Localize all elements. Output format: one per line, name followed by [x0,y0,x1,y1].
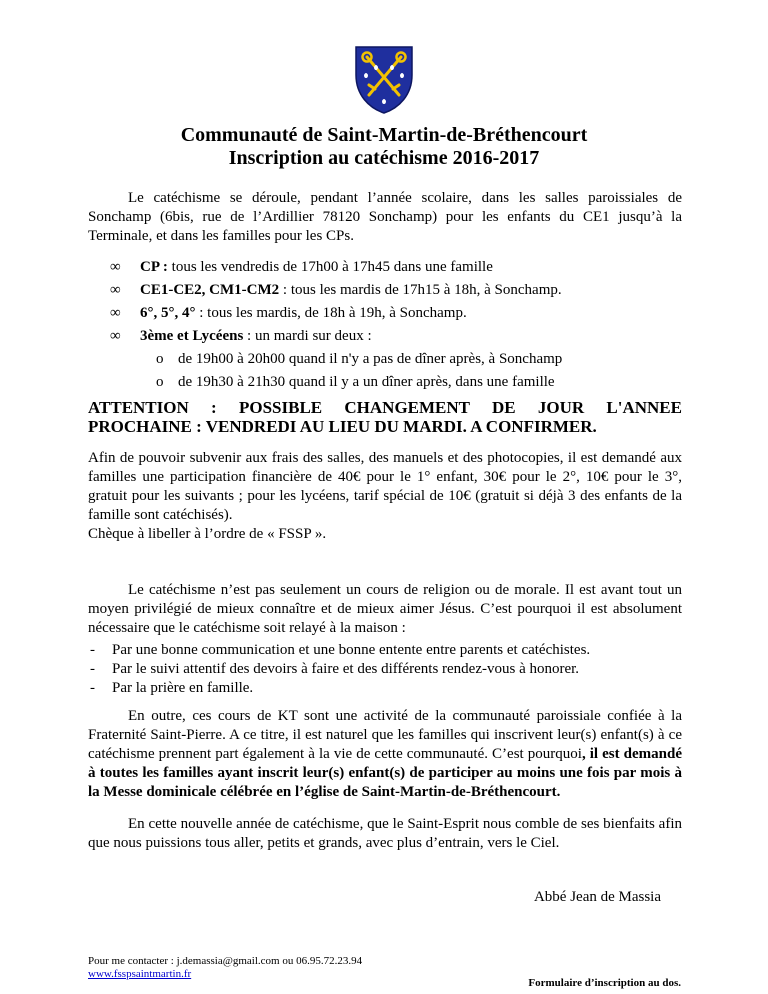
contact-block [88,955,362,981]
list-item: o de 19h00 à 20h00 quand il n'y a pas de dîner après, à Sonchamp [156,348,562,371]
contact-line: Pour me contacter : j.demassia@gmail.com ou 06.95.72.23.94 [88,955,363,967]
dash-bullet-icon: - [90,642,95,658]
bullet-icon: ∞ [110,282,121,298]
schedule-list [110,256,562,394]
fees-paragraph: Afin de pouvoir subvenir aux frais des salles, des manuels et des photocopies, il est demandé aux familles une participation financière de 40€ pour le 1° enfant, 30€ pour le 2°, 10€ pour le 3°, gratuit pour les suivants ; pour les lycéens, tarif spécial de 10€ (gratuit si déjà 3 des enfants de la famille sont catéchisés). Chèque à libeller à l’ordre de « FSSP ». [88,450,682,542]
page-title-registration: Inscription au catéchisme 2016-2017 [228,147,540,169]
intro-paragraph: Le catéchisme se déroule, pendant l’année scolaire, dans les salles paroissiales de Sonchamp (6bis, rue de l’Ardillier 78120 Sonchamp) pour les enfants du CE1 jusqu’à la Terminale, et dans les familles pour les CPs. [88,190,682,244]
closing-paragraph: En cette nouvelle année de catéchisme, que le Saint-Esprit nous comble de ses bienfaits afin que nous puissions tous aller, petits et grands, avec plus d’entrain, vers le Ciel. [88,816,682,851]
page-title-community: Communauté de Saint-Martin-de-Bréthencourt [180,124,588,146]
bullet-icon: ∞ [110,305,121,321]
list-item: ∞ CP : tous les vendredis de 17h00 à 17h45 dans une famille [110,256,562,279]
dash-bullet-icon: - [90,661,95,677]
circle-bullet-icon: o [156,374,164,390]
list-item: ∞ 3ème et Lycéens : un mardi sur deux : o de 19h00 à 20h00 quand il n'y a pas de dîner après, à Sonchamp o de 19h30 à 21h30 quand il y a un dîner après, dans une famille [110,325,562,394]
coat-of-arms-logo [353,45,415,115]
dash-bullet-icon: - [90,680,95,696]
cheque-instruction: Chèque à libeller à l’ordre de « FSSP ». [88,526,327,542]
attention-notice: ATTENTION : POSSIBLE CHANGEMENT DE JOUR L'ANNEE PROCHAINE : VENDREDI AU LIEU DU MARDI. A CONFIRMER. [88,398,682,436]
list-item: ∞ 6°, 5°, 4° : tous les mardis, de 18h à 19h, à Sonchamp. [110,302,562,325]
website-link[interactable]: www.fsspsaintmartin.fr [88,968,192,980]
catechism-points-list [88,641,590,698]
community-paragraph: En outre, ces cours de KT sont une activité de la communauté paroissiale confiée à la Fraternité Saint-Pierre. A ce titre, il est naturel que les familles qui inscrivent leur(s) enfant(s) à ce catéchisme prennent part également à la vie de cette communauté. C’est pourquoi, il est demandé à toutes les familles ayant inscrit leur(s) enfant(s) de participer au moins une fois par mois à la Messe dominicale célébrée en l’église de Saint-Martin-de-Bréthencourt. [88,708,682,800]
list-item: ∞ CE1-CE2, CM1-CM2 : tous les mardis de 17h15 à 18h, à Sonchamp. [110,279,562,302]
form-on-back-note: Formulaire d’inscription au dos. [528,977,681,989]
circle-bullet-icon: o [156,351,164,367]
catechism-paragraph: Le catéchisme n’est pas seulement un cours de religion ou de morale. Il est avant tout un moyen privilégié de mieux connaître et de mieux aimer Jésus. C’est pourquoi il est absolument nécessaire que le catéchisme soit relayé à la maison : [88,582,682,636]
list-item: o de 19h30 à 21h30 quand il y a un dîner après, dans une famille [156,371,562,394]
list-item: - Par la prière en famille. [90,680,254,696]
sub-schedule-list [140,348,562,394]
list-item: - Par une bonne communication et une bonne entente entre parents et catéchistes. [90,642,591,658]
signature: Abbé Jean de Massia [533,889,661,905]
bullet-icon: ∞ [110,259,121,275]
list-item: - Par le suivi attentif des devoirs à faire et des différents rendez-vous à honorer. [90,661,580,677]
bullet-icon: ∞ [110,328,121,344]
